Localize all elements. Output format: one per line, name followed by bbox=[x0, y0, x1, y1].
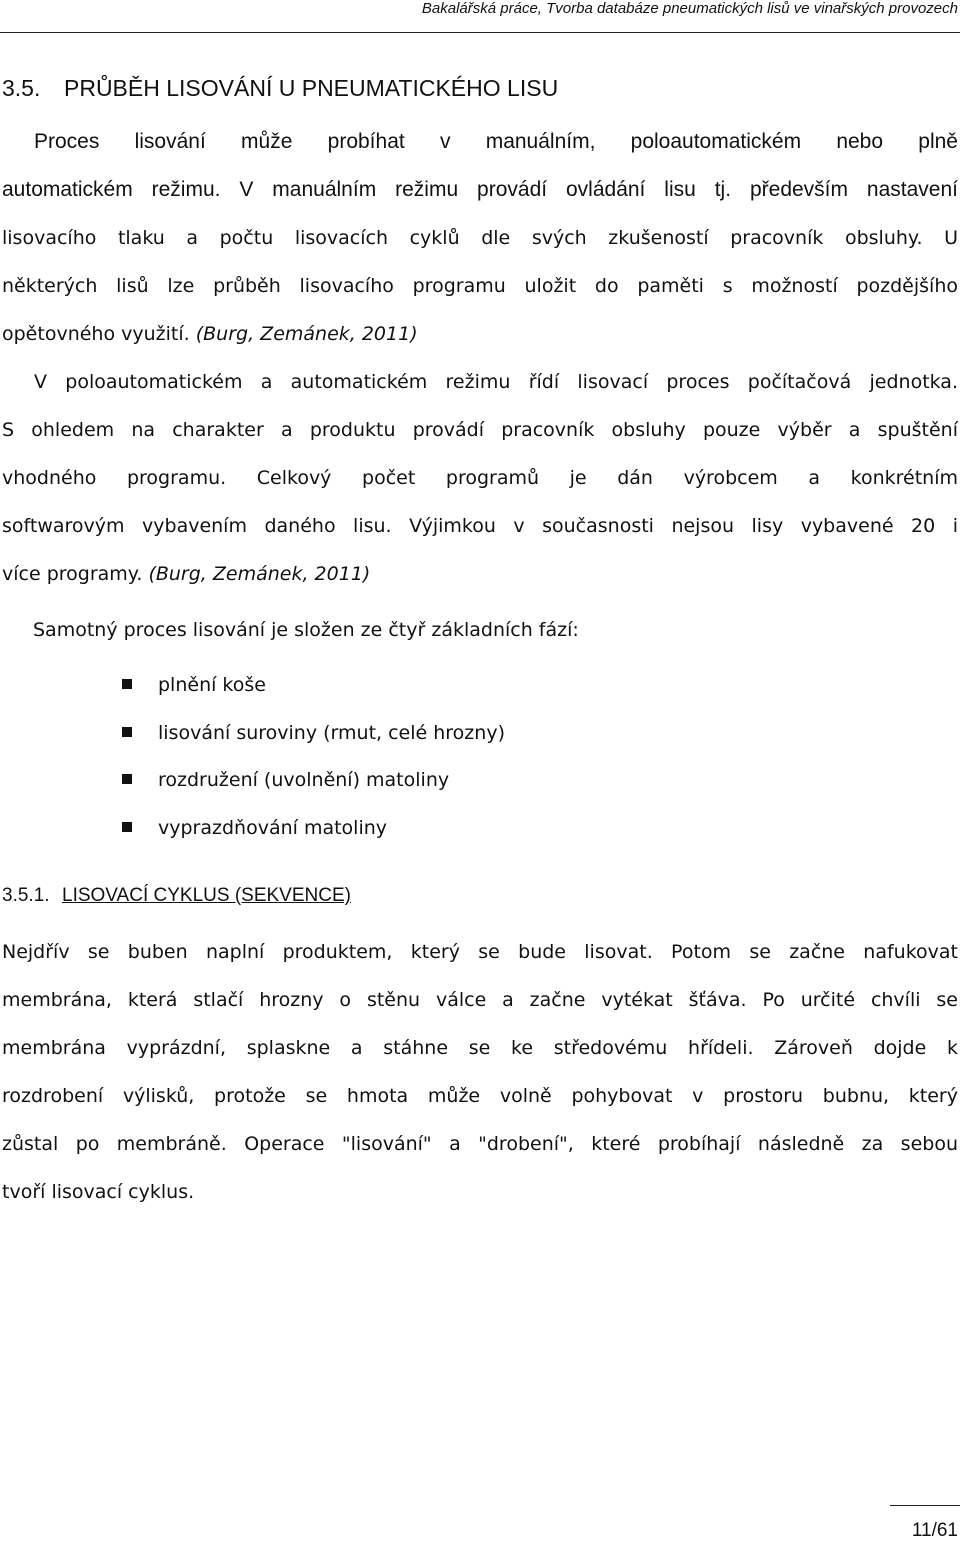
paragraph-text: opětovného využití. bbox=[2, 323, 190, 345]
paragraph-1-arial bbox=[2, 118, 958, 214]
section-title: PRŮBĚH LISOVÁNÍ U PNEUMATICKÉHO LISU bbox=[64, 75, 559, 101]
square-bullet-icon bbox=[122, 822, 132, 832]
paragraph-line: membrána vyprázdní, splaskne a stáhne se ke středovému hřídeli. Zároveň dojde k bbox=[2, 1037, 958, 1059]
list-item bbox=[122, 804, 505, 852]
paragraph-line: V poloautomatickém a automatickém režimu řídí lisovací proces počítačová jednotka. bbox=[34, 371, 958, 393]
list-item bbox=[122, 756, 505, 804]
phases-intro: Samotný proces lisování je složen ze čtyř základních fází: bbox=[33, 619, 579, 641]
subsection-number: 3.5.1. bbox=[2, 885, 50, 906]
list-item bbox=[122, 709, 505, 757]
paragraph-line: některých lisů lze průběh lisovacího programu uložit do paměti s možností pozdějšího bbox=[2, 275, 958, 297]
page-number: 11/61 bbox=[911, 1520, 958, 1541]
citation: (Burg, Zemánek, 2011) bbox=[195, 323, 418, 345]
list-item-text: rozdružení (uvolnění) matoliny bbox=[158, 769, 450, 791]
paragraph-2 bbox=[2, 358, 958, 598]
phases-list bbox=[122, 661, 505, 851]
list-item bbox=[122, 661, 505, 709]
paragraph-line: Proces lisování může probíhat v manuálním, poloautomatickém nebo plně bbox=[34, 130, 958, 153]
paragraph-text: více programy. bbox=[2, 563, 143, 585]
paragraph-line: zůstal po membráně. Operace "lisování" a "drobení", které probíhají následně za sebou bbox=[2, 1133, 958, 1155]
square-bullet-icon bbox=[122, 679, 132, 689]
section-number: 3.5. bbox=[2, 75, 41, 101]
paragraph-line: membrána, která stlačí hrozny o stěnu válce a začne vytékat šťáva. Po určité chvíli se bbox=[2, 989, 958, 1011]
subsection-heading bbox=[2, 882, 351, 910]
paragraph-1 bbox=[2, 214, 958, 358]
paragraph-line: S ohledem na charakter a produktu provádí pracovník obsluhy pouze výběr a spuštění bbox=[2, 419, 958, 441]
header-title: Bakalářská práce, Tvorba databáze pneumatických lisů ve vinařských provozech bbox=[421, 0, 958, 17]
paragraph-line: rozdrobení výlisků, protože se hmota může volně pohybovat v prostoru bubnu, který bbox=[2, 1085, 958, 1107]
paragraph-line: softwarovým vybavením daného lisu. Výjimkou v současnosti nejsou lisy vybavené 20 i bbox=[2, 515, 958, 537]
paragraph-last-line bbox=[2, 310, 958, 358]
page-header bbox=[0, 0, 960, 33]
subsection-title: LISOVACÍ CYKLUS (SEKVENCE) bbox=[62, 885, 351, 906]
paragraph-line: automatickém režimu. V manuálním režimu provádí ovládání lisu tj. především nastavení bbox=[2, 178, 958, 201]
page-number-divider bbox=[890, 1505, 960, 1506]
list-item-text: vyprazdňování matoliny bbox=[158, 816, 388, 839]
paragraph-3 bbox=[2, 928, 958, 1216]
paragraph-line: Nejdřív se buben naplní produktem, který se bude lisovat. Potom se začne nafukovat bbox=[2, 941, 958, 963]
section-heading bbox=[2, 74, 558, 102]
paragraph-line: lisovacího tlaku a počtu lisovacích cyklů dle svých zkušeností pracovník obsluhy. U bbox=[2, 227, 958, 249]
paragraph-last-line bbox=[2, 550, 958, 598]
paragraph-line: vhodného programu. Celkový počet programů je dán výrobcem a konkrétním bbox=[2, 467, 958, 489]
citation: (Burg, Zemánek, 2011) bbox=[148, 563, 371, 585]
list-item-text: plnění koše bbox=[158, 674, 266, 696]
paragraph-last-line: tvoří lisovací cyklus. bbox=[2, 1181, 195, 1203]
square-bullet-icon bbox=[122, 774, 132, 784]
square-bullet-icon bbox=[122, 727, 132, 737]
list-item-text: lisování suroviny (rmut, celé hrozny) bbox=[158, 721, 505, 744]
